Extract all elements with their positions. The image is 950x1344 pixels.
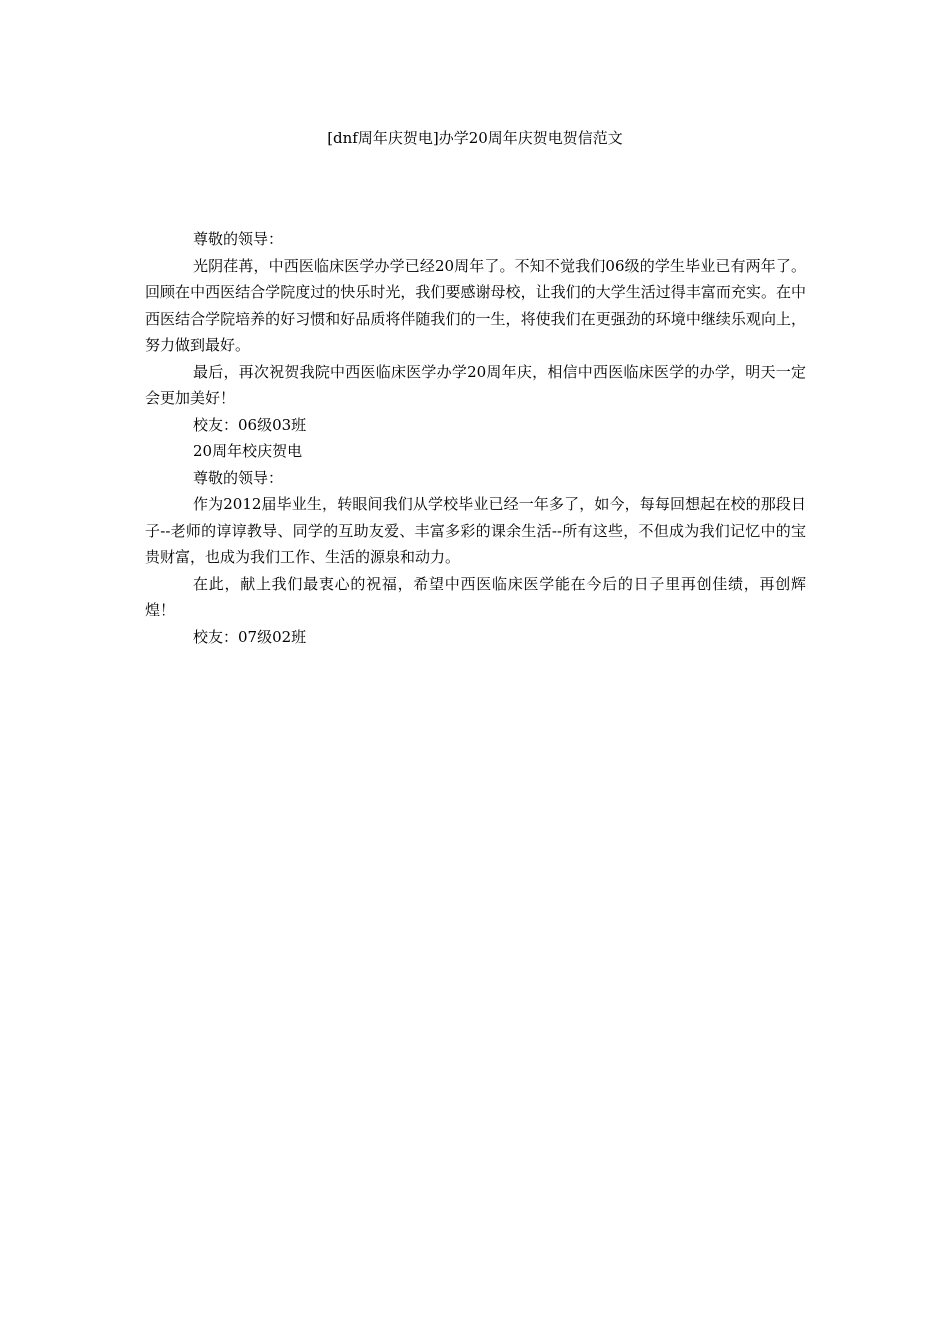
salutation-2: 尊敬的领导： [193, 468, 284, 487]
letter-2-heading: 20周年校庆贺电 [193, 442, 303, 460]
document-title: [dnf周年庆贺电]办学20周年庆贺电贺信范文 [327, 129, 623, 147]
letter-2-signature: 校友：07级02班 [193, 627, 307, 646]
letter-2-paragraph-1: 作为2012届毕业生，转眼间我们从学校毕业已经一年多了，如今，每每回想起在校的那段日子--老师的谆谆教导、同学的互助友爱、丰富多彩的课余生活--所有这些，不但成为我们记忆中的宝贵财富，也成为我们工作、生活的源泉和动力。 [145, 495, 806, 566]
letter-1-signature: 校友：06级03班 [193, 415, 307, 434]
letter-1-paragraph-1: 光阴荏苒，中西医临床医学办学已经20周年了。不知不觉我们06级的学生毕业已有两年了。回顾在中西医结合学院度过的快乐时光，我们要感谢母校，让我们的大学生活过得丰富而充实。在中西医结合学院培养的好习惯和好品质将伴随我们的一生，将使我们在更强劲的环境中继续乐观向上，努力做到最好。 [145, 256, 806, 354]
letter-1-paragraph-2: 最后，再次祝贺我院中西医临床医学办学20周年庆，相信中西医临床医学的办学，明天一定会更加美好！ [145, 362, 806, 407]
salutation-1: 尊敬的领导： [193, 230, 284, 248]
letter-2-paragraph-2: 在此，献上我们最衷心的祝福，希望中西医临床医学能在今后的日子里再创佳绩，再创辉煌！ [145, 574, 806, 619]
document-body [145, 226, 806, 650]
